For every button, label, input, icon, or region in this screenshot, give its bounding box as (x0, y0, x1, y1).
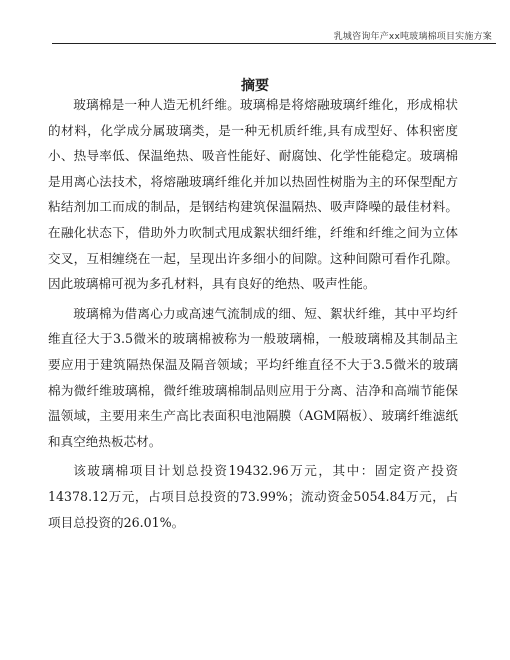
paragraph-classification: 玻璃棉为借离心力或高速气流制成的细、短、絮状纤维，其中平均纤维直径大于3.5微米的玻璃棉被称为一般玻璃棉，一般玻璃棉及其制品主要应用于建筑隔热保温及隔音领域；平均纤维直径不大于3.5微米的玻璃棉为微纤维玻璃棉，微纤维玻璃棉制品则应用于分离、洁净和高端节能保温领域，主要用来生产高比表面积电池隔膜（AGM隔板）、玻璃纤维滤纸和真空绝热板芯材。 (48, 305, 458, 449)
document-body (48, 92, 458, 539)
page-title: 摘要 (241, 78, 269, 94)
paragraph-investment: 该玻璃棉项目计划总投资19432.96万元，其中：固定资产投资14378.12万元，占项目总投资的73.99%；流动资金5054.84万元，占项目总投资的26.01%。 (48, 463, 458, 530)
running-header: 乳城咨询年产xx吨玻璃棉项目实施方案 (333, 32, 492, 42)
header-divider (52, 43, 496, 44)
paragraph-intro: 玻璃棉是一种人造无机纤维。玻璃棉是将熔融玻璃纤维化，形成棉状的材料，化学成分属玻璃类，是一种无机质纤维,具有成型好、体积密度小、热导率低、保温绝热、吸音性能好、耐腐蚀、化学性能稳定。玻璃棉是用离心法技术，将熔融玻璃纤维化并加以热固性树脂为主的环保型配方粘结剂加工而成的制品，是钢结构建筑保温隔热、吸声降噪的最佳材料。在融化状态下，借助外力吹制式甩成絮状细纤维，纤维和纤维之间为立体交叉，互相缠绕在一起，呈现出许多细小的间隙。这种间隙可看作孔隙。因此玻璃棉可视为多孔材料，具有良好的绝热、吸声性能。 (48, 97, 458, 292)
